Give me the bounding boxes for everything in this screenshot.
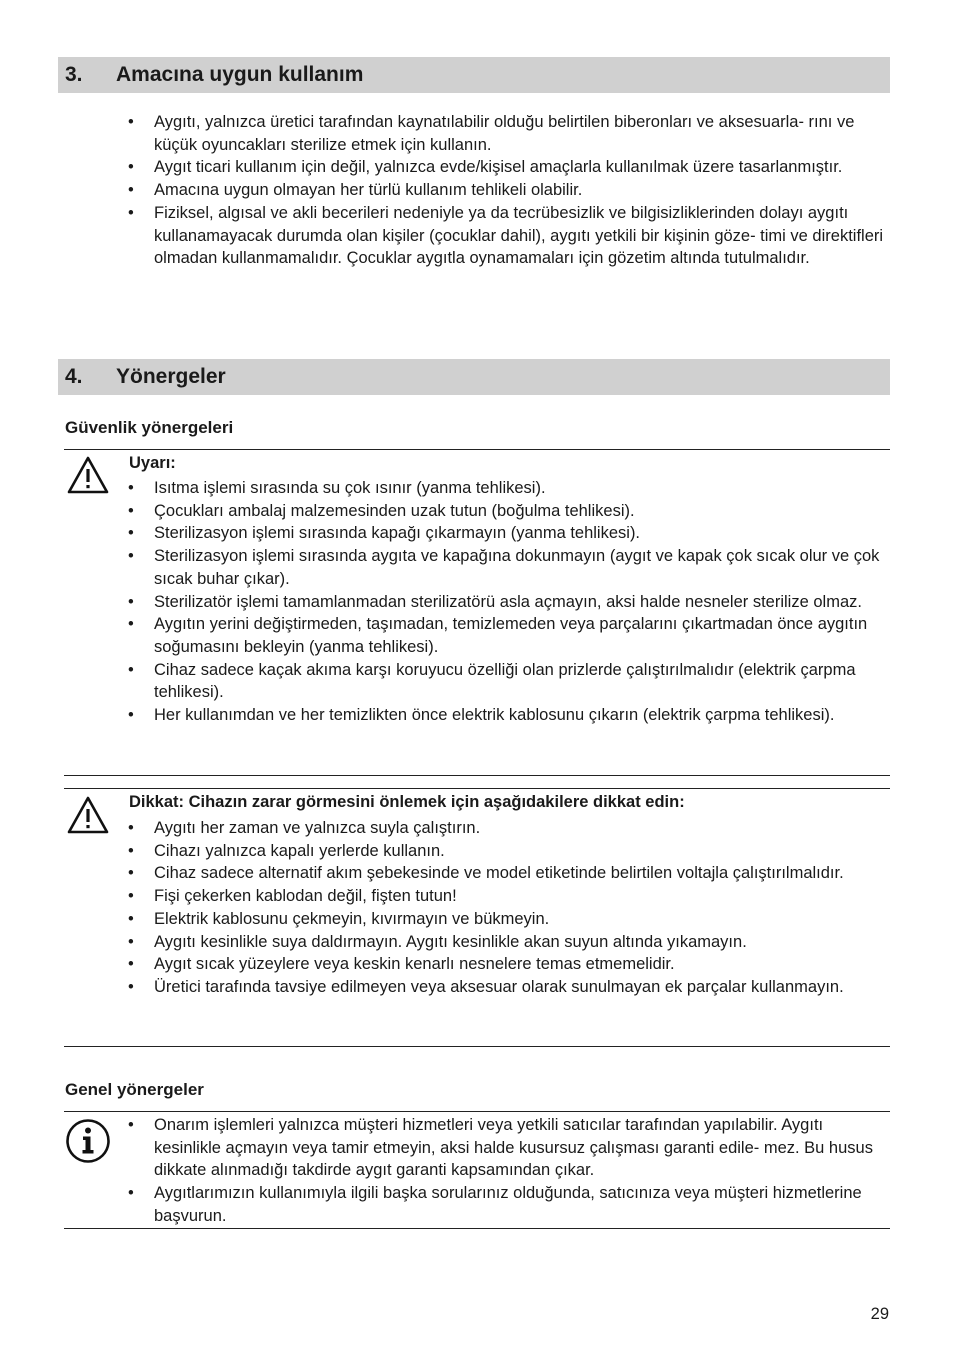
warning-triangle-icon <box>66 455 110 495</box>
list-item: • Çocukları ambalaj malzemesinden uzak tutun (boğulma tehlikesi). <box>128 500 888 523</box>
warning-triangle-icon <box>66 795 110 835</box>
list-item: • Aygıtı her zaman ve yalnızca suyla çalıştırın. <box>128 817 888 840</box>
section-number: 3. <box>65 63 83 86</box>
general-instructions-heading: Genel yönergeler <box>65 1080 204 1099</box>
list-item: • Üretici tarafında tavsiye edilmeyen veya aksesuar olarak sunulmayan ek parçalar kullanmayın. <box>128 976 888 999</box>
general-info-list <box>128 1114 888 1228</box>
caution-heading: Dikkat: Cihazın zarar görmesini önlemek için aşağıdakilere dikkat edin: <box>129 793 685 811</box>
page-number: 29 <box>870 1305 889 1323</box>
section-number: 4. <box>65 365 83 388</box>
section-title: Amacına uygun kullanım <box>116 63 364 86</box>
list-item: • Her kullanımdan ve her temizlikten önce elektrik kablosunu çıkarın (elektrik çarpma tehlikesi). <box>128 704 888 727</box>
list-item: • Aygıtı kesinlikle suya daldırmayın. Aygıtı kesinlikle akan suyun altında yıkamayın. <box>128 931 888 954</box>
info-circle-icon <box>65 1118 111 1164</box>
safety-instructions-heading: Güvenlik yönergeleri <box>65 418 234 437</box>
divider <box>64 1046 890 1047</box>
divider <box>64 1228 890 1229</box>
divider <box>64 449 890 450</box>
section-3-heading <box>58 57 890 93</box>
divider <box>64 1111 890 1112</box>
list-item: • Aygıtı, yalnızca üretici tarafından kaynatılabilir olduğu belirtilen biberonları ve aksesuarla- rını ve küçük oyuncakları sterilize etmek için kullanın. <box>128 111 888 156</box>
intended-use-list <box>128 111 888 270</box>
list-item: • Cihazı yalnızca kapalı yerlerde kullanın. <box>128 840 888 863</box>
divider <box>64 788 890 789</box>
warning-heading: Uyarı: <box>129 454 176 472</box>
list-item: • Aygıtlarımızın kullanımıyla ilgili başka sorularınız olduğunda, satıcınıza veya müşteri hizmetlerine başvurun. <box>128 1182 888 1227</box>
list-item: • Elektrik kablosunu çekmeyin, kıvırmayın ve bükmeyin. <box>128 908 888 931</box>
list-item: • Fişi çekerken kablodan değil, fişten tutun! <box>128 885 888 908</box>
caution-list <box>128 817 888 999</box>
list-item: • Sterilizasyon işlemi sırasında aygıta ve kapağına dokunmayın (aygıt ve kapak çok sıcak olur ve çok sıcak buhar çıkar). <box>128 545 888 590</box>
list-item: • Isıtma işlemi sırasında su çok ısınır (yanma tehlikesi). <box>128 477 888 500</box>
divider <box>64 775 890 776</box>
section-title: Yönergeler <box>116 365 226 388</box>
list-item: • Aygıt sıcak yüzeylere veya keskin kenarlı nesnelere temas etmemelidir. <box>128 953 888 976</box>
list-item: • Onarım işlemleri yalnızca müşteri hizmetleri veya yetkili satıcılar tarafından yapılabilir. Aygıtı kesinlikle açmayın veya tamir etmeyin, aksi halde kusursuz çalışması garanti edile- mez. Bu husus dikkate alınmadığı takdirde aygıt garanti kapsamından çıkar. <box>128 1114 888 1182</box>
list-item: • Cihaz sadece alternatif akım şebekesinde ve model etiketinde belirtilen voltajla çalıştırılmalıdır. <box>128 862 888 885</box>
list-item: • Sterilizatör işlemi tamamlanmadan sterilizatörü asla açmayın, aksi halde nesneler sterilize olmaz. <box>128 591 888 614</box>
section-4-heading <box>58 359 890 395</box>
list-item: • Sterilizasyon işlemi sırasında kapağı çıkarmayın (yanma tehlikesi). <box>128 522 888 545</box>
warning-list <box>128 477 888 727</box>
list-item: • Aygıt ticari kullanım için değil, yalnızca evde/kişisel amaçlarla kullanılmak üzere tasarlanmıştır. <box>128 156 888 179</box>
list-item: • Aygıtın yerini değiştirmeden, taşımadan, temizlemeden veya parçalarını çıkartmadan önce aygıtın soğumasını bekleyin (yanma tehlikesi). <box>128 613 888 658</box>
list-item: • Amacına uygun olmayan her türlü kullanım tehlikeli olabilir. <box>128 179 888 202</box>
list-item: • Fiziksel, algısal ve akli becerileri nedeniyle ya da tecrübesizlik ve bilgisizliklerinden dolayı aygıtı kullanamayacak durumda olan kişiler (çocuklar dahil), aygıtı yetkili bir kişinin göze- timi ve direktifleri olmadan kullanmamalıdır. Çocuklar aygıtla oynamamaları için gözetim altında tutulmalıdır. <box>128 202 888 270</box>
list-item: • Cihaz sadece kaçak akıma karşı koruyucu özelliği olan prizlerde çalıştırılmalıdır (elektrik çarpma tehlikesi). <box>128 659 888 704</box>
